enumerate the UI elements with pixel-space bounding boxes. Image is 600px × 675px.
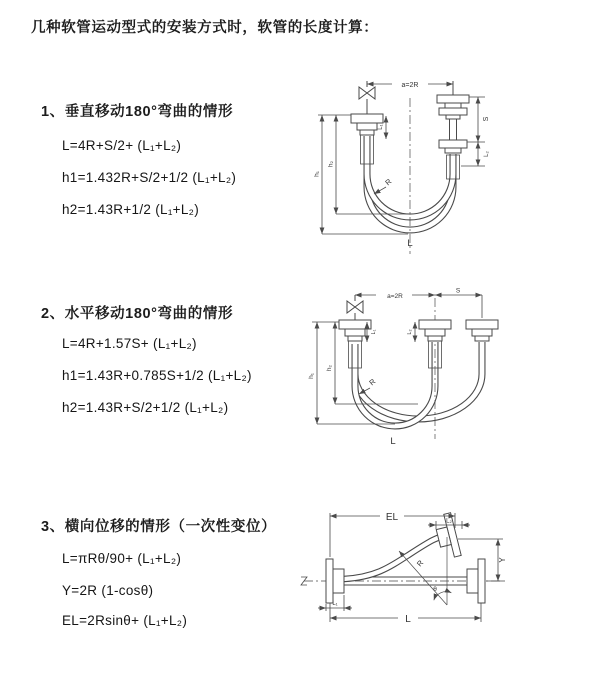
- section1-heading: 1、垂直移动180°弯曲的情形: [41, 104, 234, 120]
- section2-formula-h1: h1=1.43R+0.785S+1/2 (L₁+L₂): [62, 368, 252, 383]
- dim-label-h1: h₁: [308, 373, 315, 379]
- dim-label-l1: L₁: [371, 329, 377, 335]
- dim-label-l: L: [390, 436, 396, 447]
- right-pipe-assembly: [437, 81, 469, 153]
- dim-label-l2: L₂: [446, 518, 452, 525]
- diagram-lateral-displacement: [298, 503, 593, 648]
- dim-label-l1: L₁: [378, 124, 384, 130]
- dim-label-a2r: a=2R: [401, 81, 419, 89]
- dim-label-l: L: [405, 614, 411, 625]
- section3-formula-Y: Y=2R (1-cosθ): [62, 583, 154, 598]
- dim-label-s: S: [483, 116, 490, 122]
- dim-label-h2: h₂: [327, 160, 335, 168]
- dimension-lines: [312, 292, 482, 424]
- diagram-horizontal-180-bend: [300, 276, 592, 458]
- section3-formula-EL: EL=2Rsinθ+ (L₁+L₂): [62, 613, 188, 628]
- section2-heading: 2、水平移动180°弯曲的情形: [41, 306, 234, 322]
- left-flange: [326, 559, 344, 603]
- section1-formula-h1: h1=1.432R+S/2+1/2 (L₁+L₂): [62, 170, 237, 185]
- dimension-lines: [318, 513, 503, 622]
- dim-label-r: R: [414, 558, 426, 569]
- dim-label-l1: L₁: [332, 601, 338, 607]
- hose-displaced-position: [344, 535, 450, 579]
- section3-heading: 3、横向位移的情形（一次性变位）: [41, 519, 277, 535]
- section1-formula-L: L=4R+S/2+ (L₁+L₂): [62, 138, 182, 153]
- section1-formula-h2: h2=1.43R+1/2 (L₁+L₂): [62, 202, 200, 217]
- dim-label-h2: h₂: [326, 364, 333, 372]
- dim-label-s: S: [455, 287, 461, 295]
- dim-label-l: L: [407, 238, 413, 249]
- section2-formula-L: L=4R+1.57S+ (L₁+L₂): [62, 336, 197, 351]
- dim-label-l2: L₂: [407, 329, 413, 335]
- dim-label-r: R: [383, 176, 394, 188]
- dim-label-r: R: [367, 376, 378, 388]
- page-title: 几种软管运动型式的安装方式时，软管的长度计算：: [31, 20, 379, 36]
- left-pipe-assembly: [339, 295, 371, 341]
- right-pipe-assembly: [466, 320, 498, 341]
- section3-formula-L: L=πRθ/90+ (L₁+L₂): [62, 551, 182, 566]
- dim-label-h1: h₁: [313, 171, 321, 177]
- middle-pipe-assembly: [419, 320, 451, 341]
- dim-label-el: EL: [385, 512, 399, 523]
- diagram-vertical-180-bend: [308, 68, 588, 258]
- dim-label-theta: θ: [433, 586, 437, 593]
- dim-label-y: Y: [498, 557, 507, 563]
- dim-label-a2r: a=2R: [387, 292, 403, 300]
- section2-formula-h2: h2=1.43R+S/2+1/2 (L₁+L₂): [62, 400, 229, 415]
- right-flange-original: [467, 559, 485, 603]
- valve-icon: [359, 87, 375, 99]
- valve-icon: [347, 301, 363, 313]
- dim-label-l2: L₂: [484, 151, 490, 157]
